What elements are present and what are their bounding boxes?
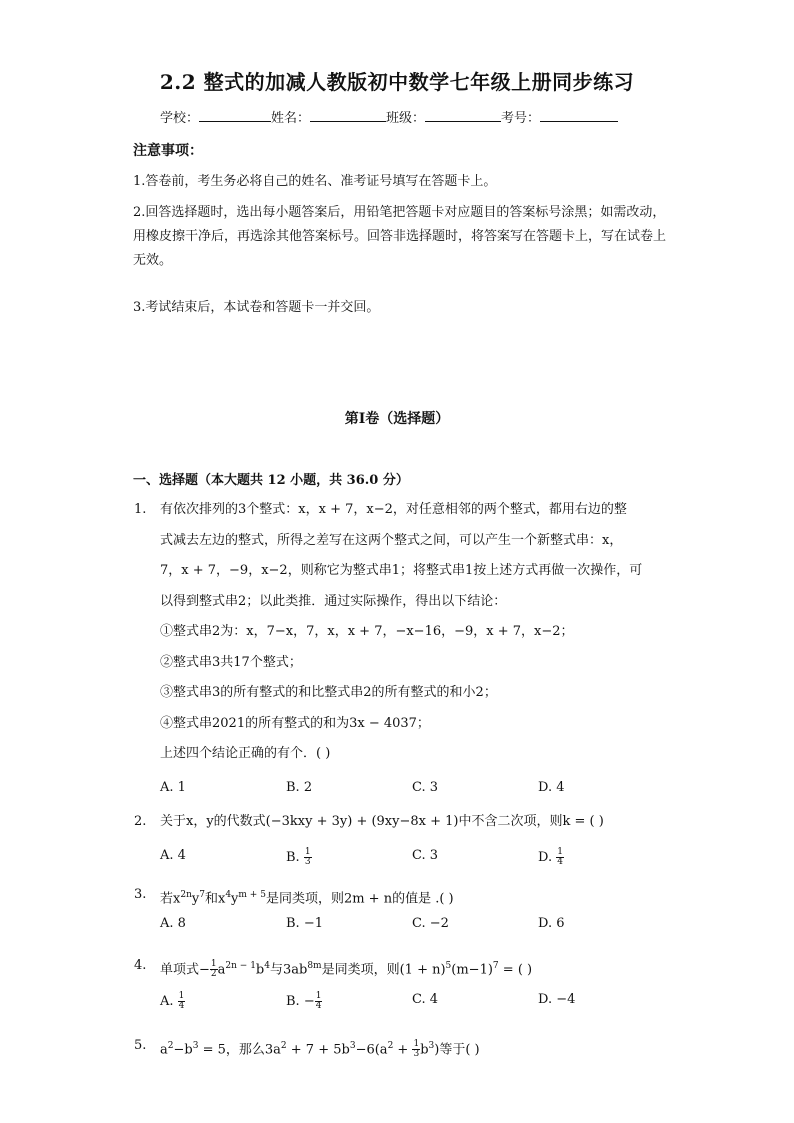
- numerator: 1: [315, 991, 322, 1001]
- option-c[interactable]: C. −2: [412, 916, 449, 931]
- exponent: m + 5: [238, 890, 266, 900]
- denominator: 4: [557, 857, 563, 867]
- class-blank[interactable]: [425, 109, 501, 122]
- denominator: 4: [315, 1001, 322, 1011]
- text: = ( ): [498, 962, 533, 978]
- question-1-options: [160, 780, 620, 800]
- school-label: 学校：: [160, 111, 200, 126]
- text: )等于( ): [434, 1042, 480, 1058]
- numerator: 1: [304, 847, 311, 857]
- option-b-letter: B. −: [286, 994, 315, 1009]
- numerator: 1: [178, 991, 185, 1001]
- option-a[interactable]: [160, 992, 185, 1011]
- option-d[interactable]: [538, 848, 564, 867]
- question-4-number: 4.: [134, 958, 147, 973]
- exponent: 7: [199, 890, 205, 900]
- option-b[interactable]: [286, 992, 322, 1011]
- exponent: 4: [264, 961, 270, 971]
- exponent: 2: [280, 1041, 287, 1051]
- exponent: 4: [225, 890, 232, 900]
- option-b-letter: B.: [286, 850, 300, 865]
- notice-item-3: 3.考试结束后，本试卷和答题卡一并交回。: [133, 300, 380, 315]
- name-blank[interactable]: [310, 109, 386, 122]
- fraction: [178, 992, 186, 1011]
- text: 与3ab: [269, 962, 308, 978]
- option-c[interactable]: C. 3: [412, 780, 439, 795]
- option-c[interactable]: C. 3: [412, 848, 439, 863]
- class-label: 班级：: [386, 111, 426, 126]
- exponent: 3: [192, 1041, 199, 1051]
- numerator: 1: [210, 959, 217, 970]
- text: (m−1): [451, 962, 493, 978]
- option-b[interactable]: B. −1: [286, 916, 323, 931]
- option-a[interactable]: A. 8: [160, 916, 186, 931]
- option-a-letter: A.: [160, 994, 174, 1009]
- student-info-row: [160, 107, 618, 126]
- text: −6(a: [355, 1042, 388, 1058]
- fraction: [315, 992, 323, 1011]
- fraction: [304, 848, 312, 867]
- option-d[interactable]: D. −4: [538, 992, 576, 1007]
- option-b[interactable]: B. 2: [286, 780, 313, 795]
- exam-no-label: 考号：: [501, 111, 541, 126]
- section-title: 第Ⅰ卷（选择题）: [344, 411, 450, 427]
- question-4-options: [160, 992, 620, 1016]
- option-c[interactable]: C. 4: [412, 992, 439, 1007]
- exponent: 8m: [307, 961, 322, 971]
- option-b[interactable]: [286, 848, 312, 867]
- question-1-line: ④整式串2021的所有整式的和为3x − 4037；: [160, 715, 430, 731]
- notice-item-2: 2.回答选择题时，选出每小题答案后，用铅笔把答题卡对应题目的答案标号涂黑；如需改动，用橡皮擦干净后，再选涂其他答案标号。回答非选择题时，将答案写在答题卡上，写在试卷上无效。: [133, 205, 667, 268]
- notice-heading: 注意事项：: [133, 143, 203, 159]
- text: b: [255, 962, 265, 978]
- question-1-line: ②整式串3共17个整式；: [160, 654, 302, 670]
- denominator: 3: [304, 857, 311, 867]
- exponent: 5: [445, 961, 452, 971]
- question-1-line: 上述四个结论正确的有个．( ): [160, 746, 331, 761]
- exponent: 2: [387, 1041, 394, 1051]
- text: y: [191, 891, 200, 907]
- notice-item-1: 1.答卷前，考生务必将自己的姓名、准考证号填写在答题卡上。: [133, 174, 497, 189]
- text: + 7 + 5b: [286, 1042, 350, 1058]
- text: a: [160, 1042, 168, 1058]
- text: a: [217, 962, 226, 978]
- option-d[interactable]: D. 6: [538, 916, 565, 931]
- denominator: 3: [413, 1049, 420, 1060]
- page-title: 2.2 整式的加减人教版初中数学七年级上册同步练习: [159, 70, 635, 94]
- question-1-line: ①整式串2为：x，7−x，7，x，x + 7，−x−16，−9，x + 7，x−2；: [160, 624, 574, 639]
- denominator: 2: [210, 969, 217, 980]
- question-1-line: 7，x + 7，−9，x−2，则称它为整式串1；将整式串1按上述方式再做一次操作，可: [160, 563, 643, 578]
- question-2-number: 2.: [134, 814, 147, 829]
- question-1-line: 式减去左边的整式，所得之差写在这两个整式之间，可以产生一个新整式串：x，: [160, 532, 623, 548]
- fraction: [210, 960, 218, 979]
- option-a[interactable]: A. 1: [160, 780, 186, 795]
- question-3-options: [160, 916, 620, 936]
- option-a[interactable]: A. 4: [160, 848, 186, 863]
- text: +: [393, 1042, 413, 1058]
- exponent: 2n: [180, 890, 192, 900]
- text: = 5，那么3a: [198, 1042, 281, 1058]
- question-2-text: 关于x，y的代数式(−3kxy + 3y) + (9xy−8x + 1)中不含二次项，则k = ( ): [160, 814, 604, 829]
- name-label: 姓名：: [271, 111, 311, 126]
- question-1-line: 有依次排列的3个整式：x，x + 7，x−2，对任意相邻的两个整式，都用右边的整: [160, 502, 627, 517]
- part-title: 一、选择题（本大题共 12 小题，共 36.0 分）: [133, 473, 409, 488]
- question-2-options: [160, 848, 620, 872]
- exponent: 3: [428, 1041, 435, 1051]
- option-d[interactable]: D. 4: [538, 780, 565, 795]
- text: 单项式−: [160, 962, 210, 978]
- question-1-line: 以得到整式串2；以此类推．通过实际操作，得出以下结论：: [160, 593, 507, 609]
- exponent: 7: [492, 961, 499, 971]
- exponent: 2: [167, 1041, 174, 1051]
- question-3-text: [160, 880, 670, 915]
- text: 是同类项，则(1 + n): [321, 962, 446, 978]
- exponent: 2n − 1: [225, 961, 256, 971]
- question-1-number: 1.: [134, 502, 147, 517]
- question-1-line: ③整式串3的所有整式的和比整式串2的所有整式的和小2；: [160, 685, 497, 700]
- numerator: 1: [557, 847, 563, 857]
- question-1: [160, 495, 670, 770]
- question-5-text: [160, 1031, 670, 1066]
- option-d-letter: D.: [538, 850, 553, 865]
- text: 和x: [204, 891, 226, 907]
- question-4-text: [160, 951, 670, 986]
- text: y: [231, 891, 239, 907]
- text: 若x: [160, 891, 181, 907]
- exam-no-blank[interactable]: [540, 109, 618, 122]
- question-3-number: 3.: [134, 887, 147, 902]
- text: b: [420, 1042, 429, 1058]
- fraction: [556, 848, 564, 867]
- school-blank[interactable]: [199, 109, 271, 122]
- question-5-number: 5.: [134, 1038, 147, 1053]
- exponent: 3: [349, 1041, 356, 1051]
- text: −b: [173, 1042, 193, 1058]
- text: 是同类项，则2m + n的值是 .( ): [265, 891, 454, 907]
- denominator: 4: [178, 1001, 185, 1011]
- numerator: 1: [413, 1039, 420, 1050]
